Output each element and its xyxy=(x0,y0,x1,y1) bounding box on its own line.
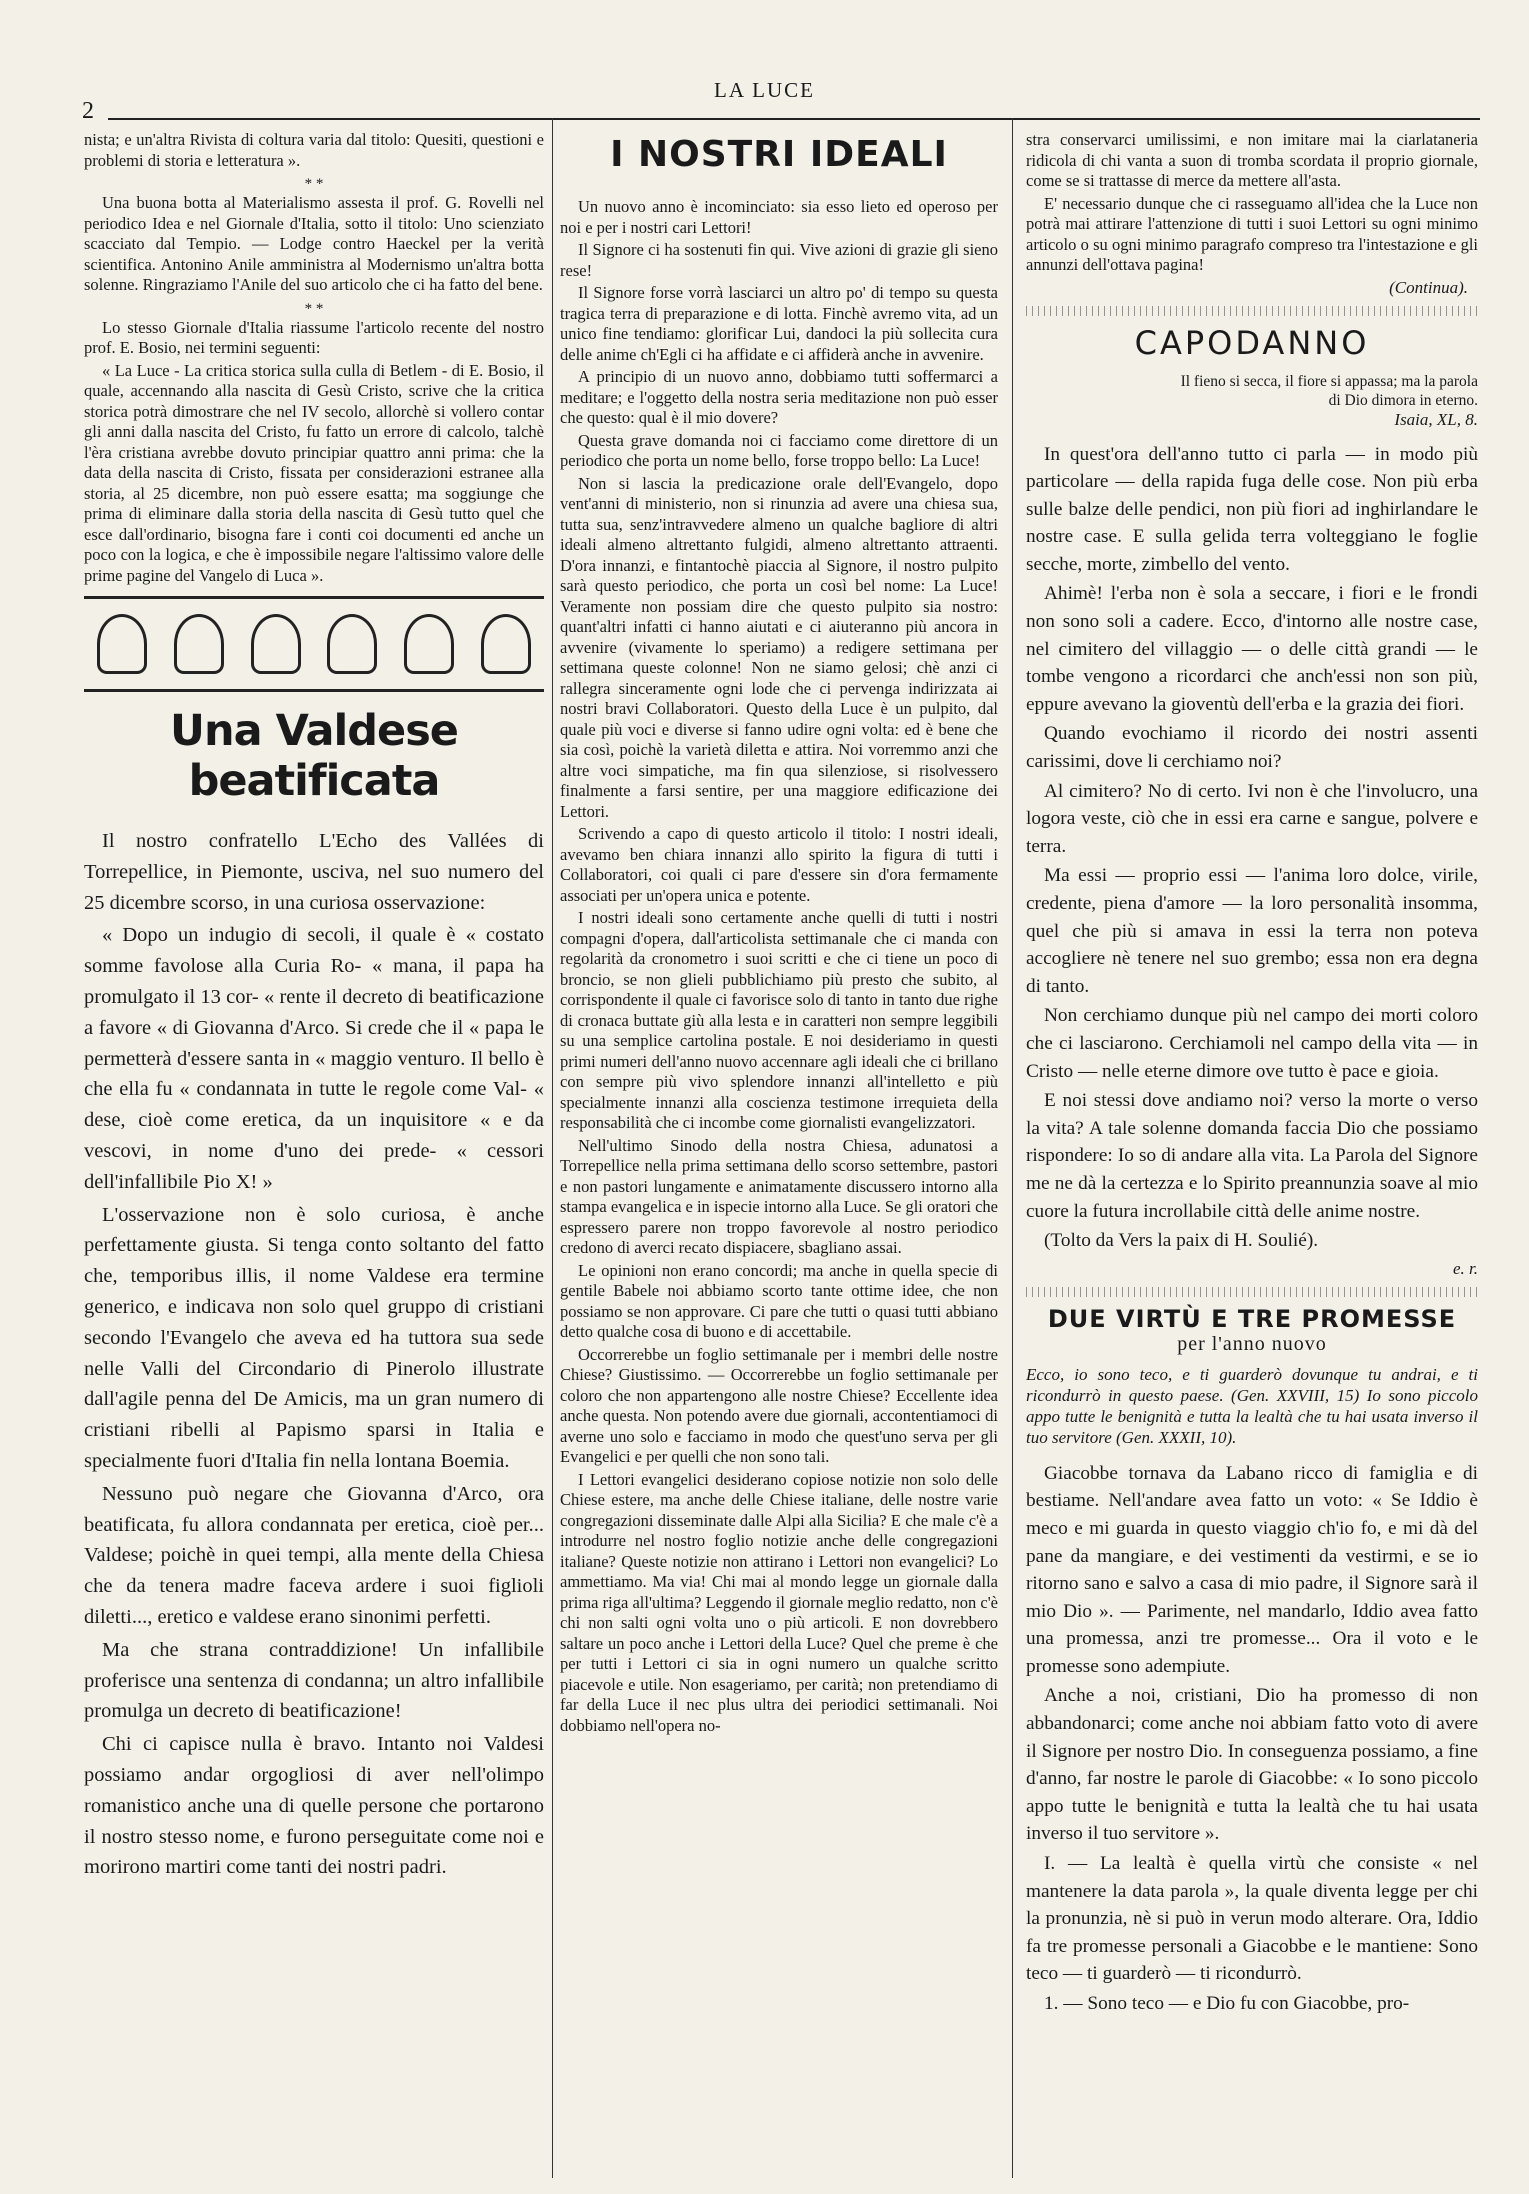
masthead: LA LUCE xyxy=(714,78,815,102)
section-stars: * * xyxy=(304,300,324,317)
epigraph xyxy=(1166,372,1478,429)
paragraph: « Dopo un indugio di secoli, il quale è « costato somme favolose alla Curia Ro- « mana, il papa ha promulgato il 13 cor- « rente il decreto di beatificazione a favore « di Giovanna d'Arco. Si crede che il « papa le permetterà d'essere santa in « maggio venturo. Il bello è che ella fu « condannata in tutte le regole come Val- « dese, cioè come eretica, da un inquisitore « e da vescovi, in nome d'uno dei prede- « cessori dell'infallibile Pio X! » xyxy=(84,924,544,1193)
paragraph: A principio di un nuovo anno, dobbiamo tutti soffermarci a meditare; e l'oggetto della nostra seria meditazione non può esser che questo: qual è il mio dovere? xyxy=(560,367,998,427)
paragraph: Una buona botta al Materialismo assesta il prof. G. Rovelli nel periodico Idea e nel Giornale d'Italia, sotto il titolo: Uno scienziato scacciato dal Tempio. — Lodge contro Haeckel per la verità scientifica. Antonino Anile amministra al Modernismo un'altra botta solenne. Ringraziamo l'Anile del suo articolo che ci ha fatto del bene. xyxy=(84,193,544,294)
paragraph: Anche a noi, cristiani, Dio ha promesso di non abbandonarci; come anche noi abbiam fatto voto di avere il Signore per nostro Dio. In conseguenza possiamo, a fine d'anno, far nostre le parole di Giacobbe: « Io sono piccolo appo tutte le benignità e tutta la lealtà che tu hai usata inverso il tuo servitore ». xyxy=(1026,1685,1478,1845)
page-number: 2 xyxy=(82,98,94,124)
paragraph: Quando evochiamo il ricordo dei nostri assenti carissimi, dove li cerchiamo noi? xyxy=(1026,723,1478,773)
paragraph: Giacobbe tornava da Labano ricco di famiglia e di bestiame. Nell'andare avea fatto un voto: « Se Iddio è meco e mi guarda in questo viaggio ch'io fo, e mi dà del pane da mangiare, e dei vestimenti da vestirmi, e se io ritorno sano e salvo a casa di mio padre, il Signore sarà il mio Dio ». — Parimente, nel mandarlo, Iddio avea fatto una promessa, anzi tre promesse... Ora il voto e le promesse sono adempiute. xyxy=(1026,1462,1478,1677)
paragraph: Nessuno può negare che Giovanna d'Arco, ora beatificata, fu allora condannata per eretica, cioè per... Valdese; poichè in quei tempi, alla mente della Chiesa che da tenera madre faceva ardere i suoi figlioli diletti..., eretico e valdese erano sinonimi perfetti. xyxy=(84,1482,544,1628)
divider xyxy=(1026,306,1478,316)
ornament-border xyxy=(84,596,544,692)
paragraph: Le opinioni non erano concordi; ma anche in quella specie di gentile Babele noi abbiamo scorto tante ottime idee, che non possiamo se non approvare. Ci pare che tutti o quasi tutti abbiano detto qualche cosa di buono e di accettabile. xyxy=(560,1260,998,1341)
paragraph: nista; e un'altra Rivista di coltura varia dal titolo: Quesiti, questioni e problemi di storia e letteratura ». xyxy=(84,130,544,170)
paragraph: stra conservarci umilissimi, e non imitare mai la ciarlataneria ridicola di chi vanta a suon di tromba scordata il proprio giornale, come se si trattasse di merce da mettere all'asta. xyxy=(1026,130,1478,190)
paragraph: Il Signore ci ha sostenuti fin qui. Vive azioni di grazie gli sieno rese! xyxy=(560,240,998,280)
section-stars: * * xyxy=(304,176,324,192)
paragraph: Un nuovo anno è incominciato: sia esso lieto ed operoso per noi e per i nostri cari Lettori! xyxy=(560,197,998,237)
signature: e. r. xyxy=(1452,1258,1478,1278)
paragraph: Il nostro confratello L'Echo des Vallées di Torrepellice, in Piemonte, usciva, nel suo numero del 25 dicembre scorso, in una curiosa osservazione: xyxy=(84,830,544,914)
paragraph: « La Luce - La critica storica sulla culla di Betlem - di E. Bosio, il quale, accennando alla nascita di Gesù Cristo, scrive che la critica storica potrà dimostrare che nel IV secolo, allorchè si vollero contar gli anni dalla nascita del Cristo, fu fatto un errore di calcolo, talchè l'èra cristiana avrebbe dovuto principiar quattro anni prima: che la data della nascita di Cristo, fissata per considerazioni estranee alla storia, al 25 dicembre, non può essere esatta; ma soggiunge che prima di eliminare dalla storia della nascita di Gesù tutto quel che esce dall'ordinario, bisogna fare i conti coi documenti ed anche un poco con la logica, e che è impossibile negare l'altissimo valore delle prime pagine del Vangelo di Luca ». xyxy=(84,360,544,585)
paragraph: Scrivendo a capo di questo articolo il titolo: I nostri ideali, avevamo ben chiara innanzi allo spirito la figura di tutti i Collaboratori, coi quali ci pare d'essere sin d'ora fermamente associati per un'opera unica e potente. xyxy=(560,824,998,905)
article-title: DUE VIRTÙ E TRE PROMESSE xyxy=(1047,1304,1457,1333)
paragraph: Ma essi — proprio essi — l'anima loro dolce, virile, credente, piena d'amore — la loro personalità insomma, quel che più si amava in essi la terra non poteva accogliere nè tenere nel suo grembo; essa non era degna di tanto. xyxy=(1026,865,1478,997)
column-1 xyxy=(84,130,544,2175)
paragraph: Questa grave domanda noi ci facciamo come direttore di un periodico che porta un nome bello, forse troppo bello: La Luce! xyxy=(560,430,998,470)
epigraph: Ecco, io sono teco, e ti guarderò dovunque tu andrai, e ti ricondurrò in questo paese. (Gen. XXVIII, 15) Io sono piccolo appo tutte le benignità e tutta la lealtà che tu hai usata inverso il tuo servitore (Gen. XXXII, 10). xyxy=(1026,1364,1478,1447)
paragraph: Il Signore forse vorrà lasciarci un altro po' di tempo su questa tragica terra di preparazione e di lotta. Finchè avremo vita, ad un unico fine tendiamo: glorificar Lui, dandoci la più sollecita cura delle anime ch'Egli ci ha affidate e ci affiderà anche in avvenire. xyxy=(560,283,998,364)
paragraph: I Lettori evangelici desiderano copiose notizie non solo delle Chiese estere, ma anche delle Chiese italiane, delle nostre varie congregazioni disseminate dalle Alpi alla Sicilia? E che male c'è a introdurre nel nostro foglio notizie anche delle congregazioni italiane? Queste notizie non attirano i Lettori non evangelici? Lo ammettiamo. Ma via! Chi mai al mondo legge un giornale dalla prima riga all'ultima? Leggendo il giornale meglio redatto, non c'è chi non salti ogni volta uno o più articoli. E non dovrebbero saltare un poco anche i Lettori della Luce? Quel che preme è che per tutti i Lettori ci sia in ogni numero un qualche scritto piacevole e utile. Non esageriamo, per carità; non pretendiamo di far della Luce il nec plus ultra dei periodici settimanali. Noi dobbiamo nell'opera no- xyxy=(560,1469,998,1735)
column-divider xyxy=(1012,118,1013,2178)
column-divider xyxy=(552,118,553,2178)
epigraph-text: Il fieno si secca, il fiore si appassa; ma la parola di Dio dimora in eterno. xyxy=(1180,372,1478,409)
paragraph: E noi stessi dove andiamo noi? verso la morte o verso la vita? A tale solenne domanda faccia Dio che possiamo rispondere: Io so di andare alla vita. La Parola del Signore me ne dà la certezza e lo Spirito preannunzia soave al mio cuore la futura incrollabile città delle anime nostre. xyxy=(1026,1090,1478,1222)
top-rule xyxy=(108,118,1480,120)
paragraph: Al cimitero? No di certo. Ivi non è che l'involucro, una logora veste, ciò che in essi era carne e sangue, polvere e terra. xyxy=(1026,780,1478,857)
paragraph: Occorrerebbe un foglio settimanale per i membri delle nostre Chiese? Giustissimo. — Occorrerebbe un foglio settimanale per coloro che non appartengono alle nostre Chiese? Eccellente idea anche questa. Non potendo avere due giornali, accontentiamoci di averne uno solo e facciamo in modo che quest'uno serva per gli Evangelici e per quelli che non sono tali. xyxy=(560,1344,998,1466)
paragraph: Ahimè! l'erba non è sola a seccare, i fiori e le frondi non sono soli a cadere. Ecco, d'intorno alle nostre case, nel cimitero del villaggio — o delle città grandi — le tombe vengono a ricordarci che anch'essi non son più, eppure avevano la gioventù dell'erba e la grazia dei fiori. xyxy=(1026,583,1478,715)
article-title: I NOSTRI IDEALI xyxy=(610,134,948,175)
paragraph: Lo stesso Giornale d'Italia riassume l'articolo recente del nostro prof. E. Bosio, nei termini seguenti: xyxy=(84,317,544,357)
paragraph: E' necessario dunque che ci rasseguamo all'idea che la Luce non potrà mai attirare l'attenzione di tutti i suoi Lettori su ogni minimo articolo o su ogni minimo paragrafo compreso tra l'intestazione e gli annunzi dell'ottava pagina! xyxy=(1026,193,1478,274)
divider xyxy=(1026,1287,1478,1297)
paragraph: Ma che strana contraddizione! Un infallibile proferisce una sentenza di condanna; un altro infallibile promulga un decreto di beatificazione! xyxy=(84,1638,544,1723)
paragraph: In quest'ora dell'anno tutto ci parla — in modo più particolare — della rapida fuga delle cose. Non più erba sulle balze delle pendici, non più fiori ad inghirlandare le nostre case. E sulla gelida terra volteggiano le foglie secche, morte, zimbello del vento. xyxy=(1026,443,1478,575)
column-2 xyxy=(560,130,998,2175)
paragraph: (Tolto da Vers la paix di H. Soulié). xyxy=(1044,1230,1319,1252)
paragraph: Chi ci capisce nulla è bravo. Intanto noi Valdesi possiamo andar orgogliosi di aver nell'olimpo romanistico anche una di quelle persone che portarono il nostro stesso nome, e furono perseguitate come noi e morirono martiri come tanti dei nostri padri. xyxy=(84,1733,544,1879)
continued-note: (Continua). xyxy=(1389,277,1468,297)
paragraph: I. — La lealtà è quella virtù che consiste « nel mantenere la data parola », la quale diventa legge per chi la pronunzia, nè si può in verun modo alterare. Ora, Iddio fa tre promesse personali a Giacobbe e le mantiene: Sono teco — ti guarderò — ti ricondurrò. xyxy=(1026,1853,1478,1985)
article-title: CAPODANNO xyxy=(1134,323,1370,362)
column-3 xyxy=(1026,130,1478,2175)
paragraph: Non si lascia la predicazione orale dell'Evangelo, dopo vent'anni di ministerio, non si rinunzia ad avere una chiesa sua, tutta sua, senz'intravvedere almeno un qualche bagliore di altri ideali almeno altrettanto fulgidi, almeno altrettanto attraenti. D'ora innanzi, e fintantochè piaccia al Signore, il nostro pulpito sarà questo periodico, che porta un così bel nome: La Luce! Veramente non possiam dire che questo pulpito sia nostro: quant'altri infatti ci hanno aiutati e ci aiuteranno più ancora in avvenire (vivamente lo speriamo) a redigere settimana per settimana queste colonne! Non ne siamo gelosi; chè anzi ci rallegra sinceramente ogni lode che ci pervenga indirizzata ai nostri bravi Collaboratori. Questo della Luce è un pulpito, dal quale più voci e diverse si fanno udire ogni volta: ed è bene che sia così, poichè la varietà diletta e attira. Noi vorremmo anzi che altre voci simpatiche, ma fin qua silenziose, si risolvessero finalmente a farsi sentire, per una maggiore edificazione dei Lettori. xyxy=(560,473,998,821)
article-title: Una Valdese beatificata xyxy=(170,706,458,806)
paragraph: 1. — Sono teco — e Dio fu con Giacobbe, pro- xyxy=(1044,1993,1410,2014)
paragraph: Nell'ultimo Sinodo della nostra Chiesa, adunatosi a Torrepellice nella prima settimana dello scorso settembre, pastori e non pastori lungamente e animatamente discussero intorno alla stampa evangelica e in ispecie intorno alla Luce. Se gli oratori che espressero parere non troppo favorevole al nostro periodico credono di averci recato dispiacere, sbagliano assai. xyxy=(560,1135,998,1257)
paragraph: L'osservazione non è solo curiosa, è anche perfettamente giusta. Si tenga conto soltanto del fatto che, temporibus illis, il nome Valdese era termine generico, e indicava non solo quel gruppo di cristiani secondo l'Evangelo che aveva ed ha tuttora sua sede nelle Valli del Circondario di Pinerolo illustrate dall'agile penna del De Amicis, ma un gran numero di cristiani ribelli al Papismo sparsi in Italia e specialmente fuori d'Italia fin nella lontana Boemia. xyxy=(84,1203,544,1472)
article-subtitle: per l'anno nuovo xyxy=(1177,1332,1327,1355)
epigraph-reference: Isaia, XL, 8. xyxy=(1394,409,1478,429)
paragraph: I nostri ideali sono certamente anche quelli di tutti i nostri compagni d'opera, dall'articolista settimanale che ci manda con regolarità da cronometro i suoi scritti e che ci tiene un poco di broncio, se non glieli pubblichiamo più presto che subito, al corrispondente il quale ci favorisce solo di tanto in tanto due righe di cronaca buttate giù alla lesta e in caratteri non sempre leggibili su una semplice cartolina postale. E noi desideriamo in questi primi numeri dell'anno nuovo accennare agli ideali che ci brillano con sempre più vivo splendore innanzi all'intelletto e più specialmente innanzi alla coscienza testimone irrequieta della responsabilità che ci incombe come giornalisti evangelizzatori. xyxy=(560,908,998,1132)
paragraph: Non cerchiamo dunque più nel campo dei morti coloro che ci lasciarono. Cerchiamoli nel campo della vita — in Cristo — nelle eterne dimore ove tutto è pace e gioia. xyxy=(1026,1005,1478,1082)
